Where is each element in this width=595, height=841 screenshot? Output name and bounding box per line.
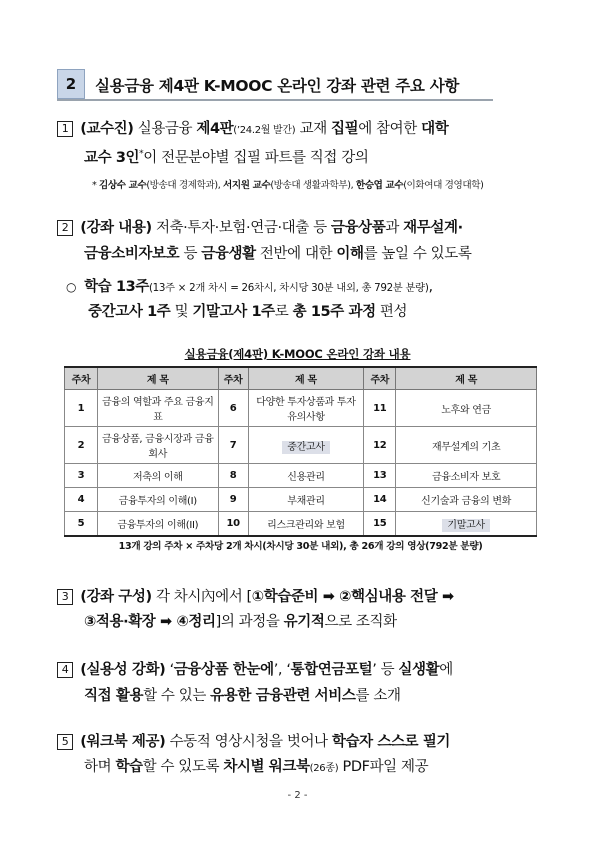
- title-cell: 금융의 역할과 주요 금융지표: [97, 390, 218, 427]
- text: 각 차시內에서 [: [151, 589, 252, 605]
- week-cell: 15: [364, 512, 396, 537]
- title-cell: 재무설계의 기초: [396, 427, 537, 464]
- text: 로: [274, 304, 293, 320]
- professor-footnote: [92, 177, 483, 191]
- text: 교수 3인: [84, 150, 140, 166]
- text: 저축·투자·보험·연금·대출 등: [151, 220, 331, 236]
- text: 대학: [421, 121, 449, 137]
- text: ’, ‘: [273, 662, 291, 678]
- table-header-row: [65, 367, 537, 390]
- item-2-line-2: [84, 239, 472, 269]
- item-heading: (실용성 강화): [80, 662, 166, 678]
- column-header: 주차: [364, 367, 396, 390]
- text: 에 참여한: [358, 121, 422, 137]
- midterm-highlight: 중간고사: [282, 441, 329, 454]
- week-cell: 3: [65, 464, 98, 488]
- text: 를 높일 수 있도록: [363, 246, 472, 262]
- title-cell: 신기술과 금융의 변화: [396, 488, 537, 512]
- text: 금융생활: [201, 246, 256, 262]
- text: 집필: [331, 121, 359, 137]
- text: 으로 조직화: [324, 614, 397, 630]
- week-cell: 5: [65, 512, 98, 537]
- text: ’ 등: [372, 662, 399, 678]
- text: ‘: [165, 662, 174, 678]
- title-cell: 저축의 이해: [97, 464, 218, 488]
- column-header: 제 목: [396, 367, 537, 390]
- item-heading: (워크북 제공): [80, 734, 166, 750]
- footnote-marker: *: [139, 149, 144, 159]
- table-row: [65, 512, 537, 537]
- item-number-box: 5: [57, 734, 73, 750]
- item-heading: (교수진): [80, 121, 134, 137]
- week-cell: 1: [65, 390, 98, 427]
- text: 편성: [375, 304, 408, 320]
- professor-name: 김상수 교수: [99, 180, 147, 191]
- text: 학습: [115, 759, 143, 775]
- item-heading: (강좌 내용): [80, 220, 152, 236]
- text: 실생활: [398, 662, 440, 678]
- title-cell: 금융상품, 금융시장과 금융회사: [97, 427, 218, 464]
- week-cell: 14: [364, 488, 396, 512]
- text: 차시별 워크북: [223, 759, 310, 775]
- text: 금융상품 한눈에: [173, 662, 274, 678]
- table-row: [65, 390, 537, 427]
- table-title: 실용금융(제4판) K-MOOC 온라인 강좌 내용: [184, 347, 411, 361]
- text: (방송대 경제학과),: [146, 180, 224, 191]
- item-number-box: 1: [57, 121, 73, 137]
- item-5-line-2: [84, 752, 428, 784]
- text: 할 수 있는: [143, 688, 211, 704]
- text: 중간고사 1주: [88, 304, 171, 320]
- text: 및: [170, 304, 193, 320]
- text: 등: [179, 246, 202, 262]
- week-cell: 6: [218, 390, 248, 427]
- text: (이화여대 경영대학): [403, 180, 484, 191]
- week-cell: 10: [218, 512, 248, 537]
- title-cell: [396, 512, 537, 537]
- title-cell: 금융투자의 이해(II): [97, 512, 218, 537]
- text: (’24.2월 발간): [233, 125, 296, 136]
- section-header: [57, 69, 493, 101]
- week-cell: 9: [218, 488, 248, 512]
- week-cell: 12: [364, 427, 396, 464]
- final-exam-highlight: 기말고사: [442, 519, 489, 532]
- column-header: 제 목: [97, 367, 218, 390]
- table-row: [65, 488, 537, 512]
- course-table: [64, 366, 537, 537]
- text: *: [92, 180, 100, 191]
- text: 재무설계·: [403, 220, 463, 236]
- column-header: 주차: [218, 367, 248, 390]
- item-1-line-2: [84, 139, 368, 173]
- text: 할 수 있도록: [142, 759, 224, 775]
- table-row: [65, 464, 537, 488]
- text: 금융소비자보호: [84, 246, 180, 262]
- section-title: 실용금융 제4판 K-MOOC 온라인 강좌 관련 주요 사항: [95, 77, 460, 95]
- week-cell: 4: [65, 488, 98, 512]
- text: (13주 × 2개 차시 = 26차시, 차시당 30분 내외, 총 792분 분량): [148, 282, 429, 294]
- item-heading: (강좌 구성): [80, 589, 152, 605]
- bullet-circle-icon: ○: [66, 280, 77, 294]
- text: 를 소개: [355, 688, 401, 704]
- week-cell: 11: [364, 390, 396, 427]
- item-number-box: 3: [57, 589, 73, 605]
- item-number-box: 4: [57, 662, 73, 678]
- title-cell: 노후와 연금: [396, 390, 537, 427]
- sub-bullet-line-2: [88, 297, 407, 327]
- text: 직접 활용: [84, 688, 144, 704]
- text: 기말고사 1주: [192, 304, 275, 320]
- text: 에: [439, 662, 453, 678]
- text: 전반에 대한: [255, 246, 337, 262]
- text: 유용한 금융관련 서비스: [210, 688, 356, 704]
- title-cell: [248, 427, 364, 464]
- text: 하며: [84, 759, 116, 775]
- item-3-line-2: [84, 607, 397, 637]
- week-cell: 13: [364, 464, 396, 488]
- column-header: 제 목: [248, 367, 364, 390]
- section-number: 2: [57, 69, 85, 99]
- column-header: 주차: [65, 367, 98, 390]
- text: 학습 13주: [84, 279, 149, 295]
- text: 과: [385, 220, 404, 236]
- text: ①학습준비 ➡ ②핵심내용 전달 ➡: [251, 589, 454, 605]
- item-4-line-2: [84, 681, 401, 711]
- text: 총 15주 과정: [292, 304, 376, 320]
- title-cell: 다양한 투자상품과 투자 유의사항: [248, 390, 364, 427]
- title-cell: 신용관리: [248, 464, 364, 488]
- text: 실용금융: [133, 121, 197, 137]
- text: ]의 과정을: [215, 614, 284, 630]
- week-cell: 2: [65, 427, 98, 464]
- title-cell: 리스크관리와 보험: [248, 512, 364, 537]
- text: 이 전문분야별 집필 파트를 직접 강의: [143, 150, 369, 166]
- title-cell: 부채관리: [248, 488, 364, 512]
- text: 통합연금포털: [290, 662, 373, 678]
- title-cell: 금융소비자 보호: [396, 464, 537, 488]
- text: 학습자 스스로 필기: [331, 734, 451, 750]
- text: ③적용·확장 ➡ ④정리: [84, 614, 216, 630]
- text: (26종): [309, 763, 339, 774]
- text: 금융상품: [330, 220, 386, 236]
- title-cell: 금융투자의 이해(I): [97, 488, 218, 512]
- text: ,: [428, 279, 433, 295]
- text: 이해: [336, 246, 364, 262]
- week-cell: 7: [218, 427, 248, 464]
- page-number: - 2 -: [287, 790, 308, 801]
- item-number-box: 2: [57, 220, 73, 236]
- text: PDF파일 제공: [338, 759, 429, 775]
- text: (방송대 생활과학부),: [270, 180, 356, 191]
- professor-name: 한승엽 교수: [355, 180, 404, 191]
- text: 제4판: [196, 121, 234, 137]
- table-note: 13개 강의 주차 × 주차당 2개 차시(차시당 30분 내외), 총 26개 강의 영상(792분 분량): [118, 541, 483, 552]
- text: 교재: [295, 121, 332, 137]
- text: 수동적 영상시청을 벗어나: [165, 734, 332, 750]
- text: 유기적: [283, 614, 325, 630]
- professor-name: 서지원 교수: [223, 180, 271, 191]
- table-row: [65, 427, 537, 464]
- week-cell: 8: [218, 464, 248, 488]
